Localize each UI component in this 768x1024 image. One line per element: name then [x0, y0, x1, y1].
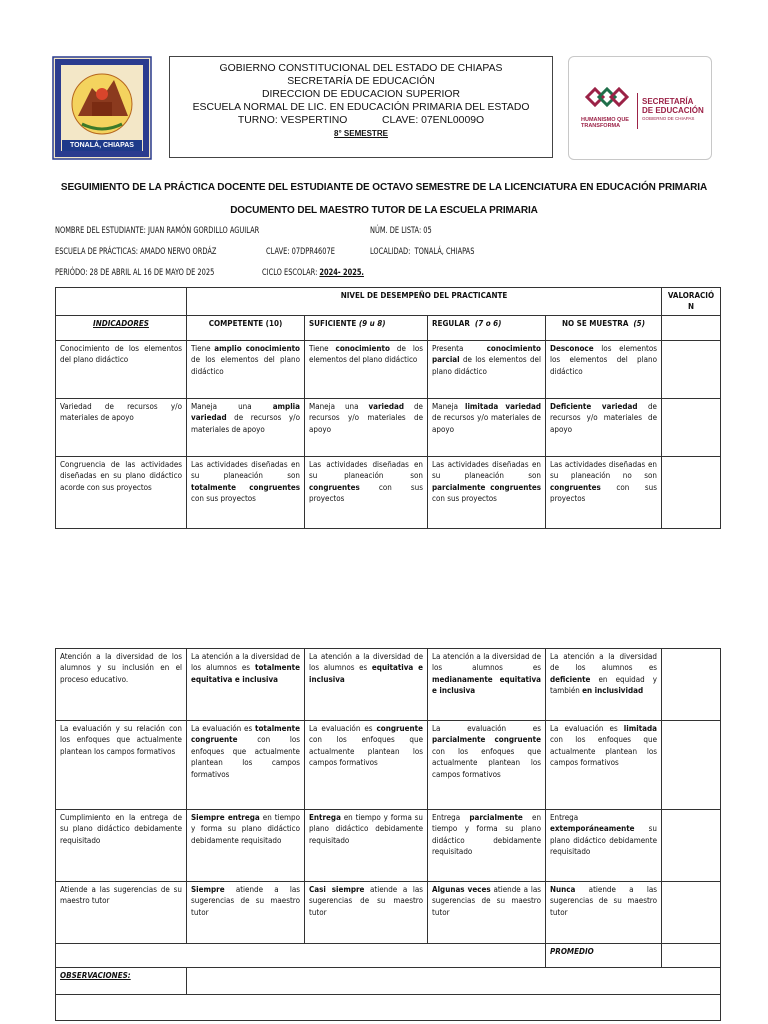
- descriptor-text: La evaluación es: [191, 724, 256, 733]
- descriptor-text: con los enfoques que actualmente plantean los campos formativos: [550, 735, 657, 768]
- descriptor-emphasis: totalmente equitativa e inclusiva: [191, 663, 300, 684]
- descriptor-cell: [305, 882, 428, 944]
- descriptor-cell: [546, 456, 662, 528]
- descriptor-cell: [187, 398, 305, 456]
- descriptor-cell: [305, 649, 428, 721]
- valuation-input[interactable]: [662, 456, 721, 528]
- level-sufficient-range: (9 u 8): [358, 318, 386, 328]
- descriptor-cell: [428, 882, 546, 944]
- descriptor-cell: [428, 340, 546, 398]
- empty-cell: [56, 288, 187, 316]
- school-cycle: [262, 268, 364, 278]
- indicator-cell: Atención a la diversidad de los alumnos y su inclusión en el proceso educativo.: [56, 649, 187, 721]
- descriptor-cell: [428, 649, 546, 721]
- descriptor-text: en tiempo y forma su plano didáctico debidamente requisitado: [191, 813, 301, 845]
- descriptor-text: su plano didáctico debidamente requisitado: [550, 824, 657, 857]
- descriptor-emphasis: Deficiente variedad: [550, 401, 638, 411]
- descriptor-emphasis: totalmente congruente: [191, 724, 300, 745]
- descriptor-emphasis: Casi siempre: [309, 885, 365, 894]
- descriptor-cell: [305, 721, 428, 810]
- level-regular-label: REGULAR: [432, 318, 475, 328]
- descriptor-text: de los elementos del plano didáctico: [432, 355, 541, 376]
- descriptor-text: atiende a las sugerencias de su maestro tutor: [309, 885, 423, 917]
- descriptor-text: con sus proyectos: [191, 494, 256, 504]
- descriptor-text: La evaluación es: [550, 724, 624, 733]
- descriptor-cell: [428, 456, 546, 528]
- descriptor-text: Las actividades diseñadas en su planeación no son: [550, 459, 657, 481]
- descriptor-text: La atención a la diversidad de los alumnos es: [550, 652, 657, 673]
- logo-subtitle: GOBIERNO DE CHIAPAS: [642, 116, 695, 121]
- descriptor-emphasis: limitada variedad: [465, 401, 541, 411]
- descriptor-text: de recursos y/o materiales de apoyo: [191, 413, 300, 434]
- descriptor-emphasis: parcialmente congruente: [432, 735, 541, 745]
- cycle-value: 2024- 2025.: [319, 268, 364, 278]
- valuation-header: VALORACIÓN: [662, 288, 721, 316]
- level-not-shown: [546, 315, 662, 340]
- valuation-cell: [662, 315, 721, 340]
- level-regular-range: (7 o 6): [474, 318, 502, 328]
- descriptor-emphasis: congruente: [376, 724, 423, 733]
- descriptor-cell: [546, 649, 662, 721]
- descriptor-cell: [187, 340, 305, 398]
- rubric-table-bottom: [55, 648, 721, 1021]
- descriptor-emphasis: Siempre entrega: [191, 813, 260, 822]
- descriptor-text: Tiene: [191, 343, 215, 353]
- descriptor-cell: [546, 810, 662, 882]
- descriptor-cell: [546, 398, 662, 456]
- school-logo: [52, 56, 152, 160]
- slogan-line: TRANSFORMA: [581, 123, 621, 129]
- descriptor-text: La atención a la diversidad de los alumnos es: [309, 652, 423, 673]
- descriptor-text: de recursos y/o materiales de apoyo: [309, 401, 423, 434]
- level-not-shown-label: NO SE MUESTRA: [562, 318, 634, 328]
- descriptor-text: Maneja: [432, 401, 465, 411]
- table-row: [56, 649, 721, 721]
- descriptor-text: Las actividades diseñadas en su planeación son: [432, 459, 541, 481]
- empty-cell: [56, 944, 546, 968]
- logo-caption: TONALÁ, CHIAPAS: [70, 142, 134, 149]
- descriptor-emphasis: variedad: [368, 401, 405, 411]
- descriptor-emphasis: parcialmente congruentes: [432, 482, 541, 492]
- table-row: [56, 882, 721, 944]
- indicator-cell: Atiende a las sugerencias de su maestro tutor: [56, 882, 187, 944]
- descriptor-cell: [187, 882, 305, 944]
- level-not-shown-range: (5): [633, 318, 645, 328]
- performance-level-header: NIVEL DE DESEMPEÑO DEL PRACTICANTE: [187, 288, 662, 316]
- descriptor-cell: [187, 721, 305, 810]
- descriptor-cell: [305, 398, 428, 456]
- descriptor-cell: [187, 649, 305, 721]
- descriptor-emphasis: conocimiento parcial: [432, 343, 541, 365]
- descriptor-emphasis: Desconoce: [550, 343, 594, 353]
- descriptor-text: de recursos y/o materiales de apoyo: [550, 401, 657, 434]
- descriptor-emphasis: Nunca: [550, 885, 576, 894]
- descriptor-text: Entrega: [550, 813, 579, 822]
- descriptor-text: en tiempo y forma su plano didáctico debidamente requisitado: [309, 813, 423, 845]
- descriptor-cell: [428, 398, 546, 456]
- institution-header: [169, 56, 553, 158]
- descriptor-text: Las actividades diseñadas en su planeación son: [191, 459, 300, 481]
- header-line: DIRECCION DE EDUCACION SUPERIOR: [261, 89, 461, 100]
- descriptor-cell: [187, 810, 305, 882]
- header-line: ESCUELA NORMAL DE LIC. EN EDUCACIÓN PRIMARIA DEL ESTADO: [192, 102, 530, 113]
- descriptor-emphasis: amplio conocimiento: [214, 343, 300, 353]
- descriptor-cell: [305, 456, 428, 528]
- observations-field[interactable]: [187, 968, 721, 995]
- indicator-cell: La evaluación y su relación con los enfoques que actualmente plantean los campos formativos: [56, 721, 187, 810]
- header-line: SECRETARÍA DE EDUCACIÓN: [287, 76, 435, 87]
- descriptor-cell: [546, 882, 662, 944]
- logo-title: SECRETARÍA: [642, 97, 694, 106]
- observations-field-2[interactable]: [56, 995, 721, 1021]
- observations-label: OBSERVACIONES:: [56, 968, 187, 995]
- valuation-input[interactable]: [662, 398, 721, 456]
- descriptor-text: Entrega: [432, 813, 470, 822]
- descriptor-text: en tiempo y forma su plano didáctico debidamente requisitado: [432, 813, 542, 857]
- descriptor-emphasis: congruentes: [309, 482, 360, 492]
- descriptor-emphasis: conocimiento: [335, 343, 390, 353]
- valuation-input[interactable]: [662, 649, 721, 721]
- descriptor-text: Presenta: [432, 343, 487, 353]
- descriptor-text: con los enfoques que actualmente plantean los campos formativos: [432, 746, 541, 779]
- table-row: [56, 810, 721, 882]
- descriptor-text: con sus proyectos: [550, 482, 657, 504]
- descriptor-emphasis: extemporáneamente: [550, 824, 635, 834]
- descriptor-emphasis: deficiente: [550, 674, 591, 684]
- valuation-input[interactable]: [662, 882, 721, 944]
- level-competent: COMPETENTE (10): [187, 315, 305, 340]
- descriptor-emphasis: en inclusividad: [582, 686, 644, 696]
- descriptor-emphasis: totalmente congruentes: [191, 482, 300, 492]
- descriptor-cell: [428, 721, 546, 810]
- header-line: GOBIERNO CONSTITUCIONAL DEL ESTADO DE CHIAPAS: [219, 63, 503, 74]
- rubric-table-top: [55, 287, 721, 529]
- table-row: [56, 456, 721, 528]
- descriptor-emphasis: medianamente equitativa e inclusiva: [432, 674, 541, 696]
- descriptor-emphasis: congruentes: [550, 482, 601, 492]
- period: PERIÓDO: 28 DE ABRIL AL 16 DE MAYO DE 2025: [55, 268, 215, 278]
- divider: [637, 93, 638, 129]
- level-sufficient: [305, 315, 428, 340]
- descriptor-text: La atención a la diversidad de los alumnos es: [191, 652, 300, 673]
- student-name: NOMBRE DEL ESTUDIANTE: JUAN RAMÓN GORDILLO AGUILAR: [55, 226, 260, 236]
- descriptor-cell: [305, 340, 428, 398]
- semester-label: 8° SEMESTRE: [334, 129, 388, 138]
- table-row: [56, 340, 721, 398]
- descriptor-text: La evaluación es: [309, 724, 377, 733]
- descriptor-cell: [428, 810, 546, 882]
- indicator-cell: Variedad de recursos y/o materiales de apoyo: [56, 398, 187, 456]
- descriptor-emphasis: Algunas veces: [432, 885, 491, 894]
- header-line: TURNO: VESPERTINO CLAVE: 07ENL0009O: [237, 115, 485, 126]
- descriptor-text: atiende a las sugerencias de su maestro tutor: [550, 885, 657, 917]
- descriptor-text: de recursos y/o materiales de apoyo: [432, 413, 541, 434]
- table-row: [56, 721, 721, 810]
- valuation-input[interactable]: [662, 340, 721, 398]
- list-number: NÚM. DE LISTA: 05: [370, 226, 432, 236]
- descriptor-text: Maneja una: [309, 401, 369, 411]
- descriptor-emphasis: parcialmente: [469, 813, 523, 822]
- descriptor-emphasis: equitativa e inclusiva: [309, 663, 424, 684]
- descriptor-cell: [546, 721, 662, 810]
- descriptor-text: Las actividades diseñadas en su planeación son: [309, 459, 423, 481]
- cycle-label: CICLO ESCOLAR:: [262, 268, 320, 278]
- average-label: PROMEDIO: [546, 944, 662, 968]
- descriptor-text: con los enfoques que actualmente plantean los campos formativos: [309, 735, 423, 768]
- indicators-header: INDICADORES: [56, 315, 187, 340]
- descriptor-text: atiende a las sugerencias de su maestro tutor: [191, 885, 300, 917]
- descriptor-emphasis: limitada: [623, 724, 657, 733]
- level-sufficient-label: SUFICIENTE: [309, 318, 359, 328]
- logo-title: DE EDUCACIÓN: [642, 106, 704, 115]
- descriptor-text: atiende a las sugerencias de su maestro tutor: [432, 885, 541, 917]
- descriptor-text: Maneja una: [191, 401, 273, 411]
- descriptor-text: de los elementos del plano didáctico: [191, 355, 300, 376]
- descriptor-text: La atención a la diversidad de los alumnos es: [432, 652, 541, 673]
- descriptor-text: de los elementos del plano didáctico: [309, 343, 423, 365]
- descriptor-emphasis: Entrega: [309, 813, 341, 822]
- average-value: [662, 944, 721, 968]
- emblem-icon: [583, 87, 631, 115]
- table-row: [56, 398, 721, 456]
- descriptor-text: con sus proyectos: [309, 482, 423, 504]
- slogan-line: HUMANISMO QUE: [581, 117, 629, 123]
- descriptor-cell: [305, 810, 428, 882]
- valuation-input[interactable]: [662, 721, 721, 810]
- descriptor-emphasis: amplia variedad: [191, 401, 300, 423]
- indicator-cell: Congruencia de las actividades diseñadas en su plano didáctico acorde con sus proyectos: [56, 456, 187, 528]
- indicator-cell: Cumplimiento en la entrega de su plano didáctico debidamente requisitado: [56, 810, 187, 882]
- descriptor-text: en equidad y también: [550, 674, 657, 696]
- school-key: CLAVE: 07DPR4607E: [266, 247, 335, 257]
- document-subtitle: DOCUMENTO DEL MAESTRO TUTOR DE LA ESCUELA PRIMARIA: [230, 205, 538, 216]
- descriptor-text: La evaluación es: [432, 724, 541, 733]
- valuation-input[interactable]: [662, 810, 721, 882]
- document-title: SEGUIMIENTO DE LA PRÁCTICA DOCENTE DEL ESTUDIANTE DE OCTAVO SEMESTRE DE LA LICENCIATURA EN EDUCACIÓN PRIMARIA: [60, 182, 708, 193]
- descriptor-cell: [187, 456, 305, 528]
- locality: LOCALIDAD: TONALÁ, CHIAPAS: [370, 247, 475, 257]
- descriptor-text: los elementos los elementos del plano didáctico: [550, 343, 657, 376]
- indicator-cell: Conocimiento de los elementos del plano didáctico: [56, 340, 187, 398]
- descriptor-cell: [546, 340, 662, 398]
- descriptor-text: con los enfoques que actualmente plantean los campos formativos: [191, 735, 300, 779]
- secretaria-logo: [568, 56, 712, 160]
- level-regular: [428, 315, 546, 340]
- descriptor-text: Tiene: [309, 343, 336, 353]
- practice-school: ESCUELA DE PRÁCTICAS: AMADO NERVO ORDÁZ: [55, 247, 217, 257]
- descriptor-emphasis: Siempre: [191, 885, 225, 894]
- descriptor-text: con sus proyectos: [432, 494, 497, 504]
